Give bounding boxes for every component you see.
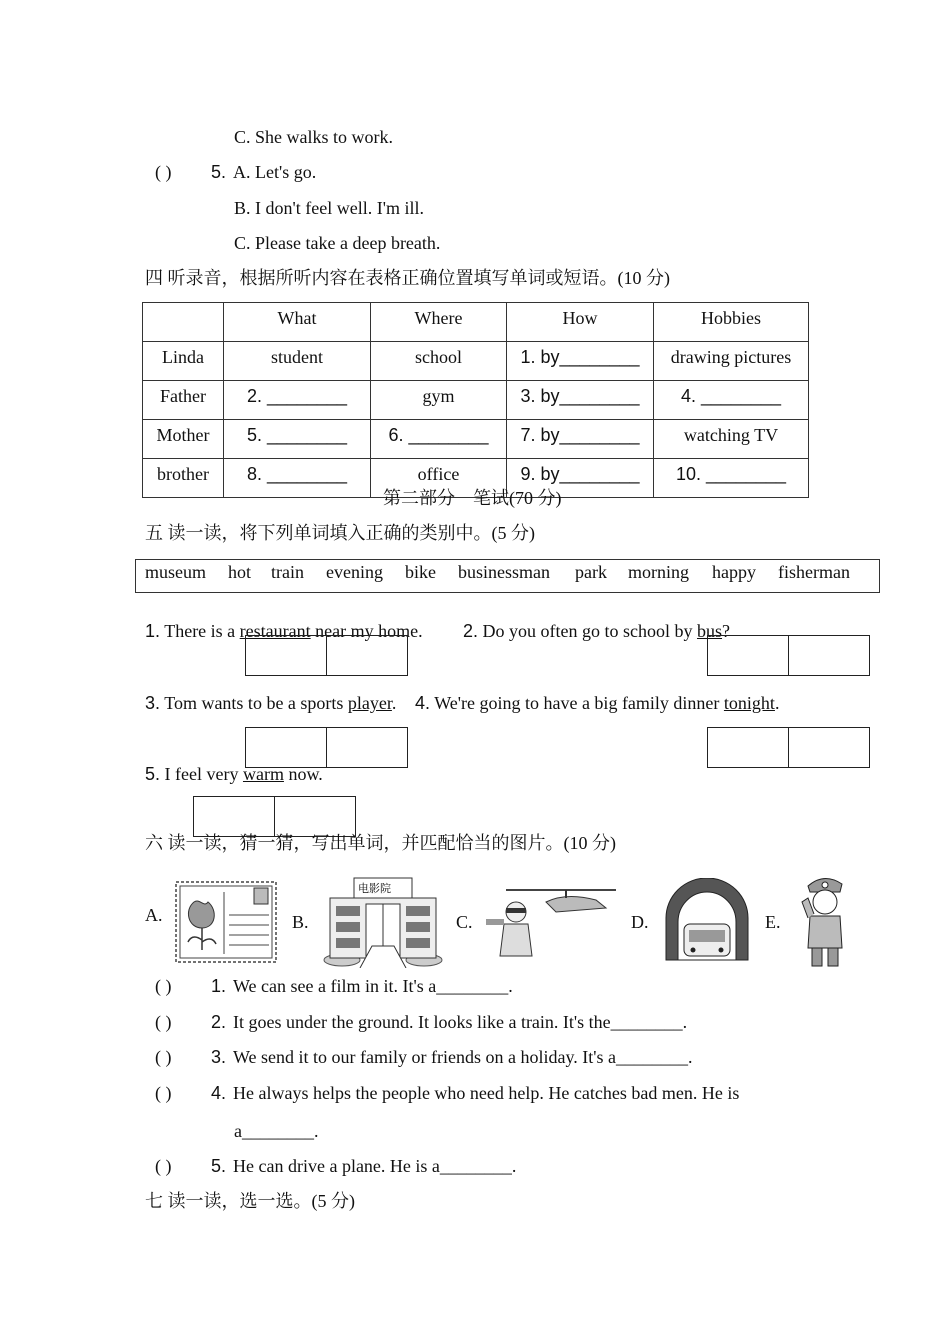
sec6-answer-paren-1[interactable]: ( ) [155, 976, 172, 996]
sec6-q2-number: 2. [211, 1012, 227, 1032]
table-header-row [143, 303, 809, 342]
q4-option-c: C. She walks to work. [234, 127, 393, 147]
section-6-title: 六 读一读，猜一猜，写出单词，并匹配恰当的图片。(10 分) [145, 833, 616, 853]
word-bank-item: train [271, 562, 304, 582]
sec6-question-4-cont: a________. [234, 1121, 319, 1141]
table-cell: brother [143, 459, 224, 498]
answer-box-2[interactable] [707, 635, 870, 676]
sec6-q5-number: 5. [211, 1156, 227, 1176]
section-4-title: 四 听录音，根据所听内容在表格正确位置填写单词或短语。(10 分) [145, 268, 670, 288]
sec5-question-2: 2. Do you often go to school by bus? [463, 621, 731, 641]
cinema-sign: 电影院 [358, 883, 391, 895]
postcard-icon [174, 880, 278, 964]
word-bank [135, 559, 880, 593]
part-2-title: 第二部分 笔试(70 分) [383, 488, 562, 508]
picture-label-b: B. [292, 912, 309, 932]
q5-answer-paren[interactable]: ( ) [155, 162, 172, 182]
table-header-cell: How [507, 303, 654, 342]
pilot-helicopter-icon [486, 882, 618, 966]
table-header-cell: Where [371, 303, 507, 342]
sec6-answer-paren-3[interactable]: ( ) [155, 1047, 172, 1067]
table-cell: Linda [143, 342, 224, 381]
answer-blank-3[interactable]: 3. by________ [507, 381, 654, 420]
q5-option-c: C. Please take a deep breath. [234, 233, 441, 253]
policeman-icon [800, 872, 848, 972]
word-bank-item: businessman [458, 562, 550, 582]
section-7-title: 七 读一读，选一选。(5 分) [145, 1191, 355, 1211]
table-header-cell: Hobbies [654, 303, 809, 342]
table-cell: Father [143, 381, 224, 420]
answer-blank-5[interactable]: 5. ________ [224, 420, 371, 459]
listening-table [142, 302, 809, 498]
answer-blank-8[interactable]: 8. ________ [224, 459, 371, 498]
table-row [143, 381, 809, 420]
table-row [143, 420, 809, 459]
table-cell: Mother [143, 420, 224, 459]
answer-box-1[interactable] [245, 635, 408, 676]
table-cell: student [224, 342, 371, 381]
sec6-answer-paren-2[interactable]: ( ) [155, 1012, 172, 1032]
sec6-answer-paren-5[interactable]: ( ) [155, 1156, 172, 1176]
sec6-question-3: We send it to our family or friends on a holiday. It's a________. [233, 1047, 693, 1067]
picture-label-a: A. [145, 905, 163, 925]
table-cell: office [371, 459, 507, 498]
sec6-q3-number: 3. [211, 1047, 227, 1067]
q5-option-a: A. Let's go. [233, 162, 317, 182]
picture-label-e: E. [765, 912, 781, 932]
table-cell: gym [371, 381, 507, 420]
sec6-q1-number: 1. [211, 976, 227, 996]
sec5-question-5: 5. I feel very warm now. [145, 764, 323, 784]
answer-box-3[interactable] [245, 727, 408, 768]
word-bank-item: happy [712, 562, 756, 582]
answer-box-4[interactable] [707, 727, 870, 768]
answer-blank-2[interactable]: 2. ________ [224, 381, 371, 420]
answer-box-5[interactable] [193, 796, 356, 837]
answer-blank-10[interactable]: 10. ________ [654, 459, 809, 498]
q5-number: 5. [211, 162, 227, 182]
sec6-question-1: We can see a film in it. It's a________. [233, 976, 513, 996]
picture-label-c: C. [456, 912, 473, 932]
word-bank-item: hot [228, 562, 252, 582]
table-row [143, 342, 809, 381]
table-header-cell [143, 303, 224, 342]
word-bank-item: park [575, 562, 607, 582]
picture-label-d: D. [631, 912, 649, 932]
sec6-question-5: He can drive a plane. He is a________. [233, 1156, 517, 1176]
table-cell: school [371, 342, 507, 381]
section-5-title: 五 读一读，将下列单词填入正确的类别中。(5 分) [145, 523, 535, 543]
sec6-answer-paren-4[interactable]: ( ) [155, 1083, 172, 1103]
sec6-question-4: He always helps the people who need help. He catches bad men. He is [233, 1083, 740, 1103]
answer-blank-6[interactable]: 6. ________ [371, 420, 507, 459]
sec5-question-4: 4. We're going to have a big family dinner tonight. [415, 693, 780, 713]
word-bank-item: museum [145, 562, 206, 582]
table-cell: drawing pictures [654, 342, 809, 381]
answer-blank-1[interactable]: 1. by________ [507, 342, 654, 381]
table-header-cell: What [224, 303, 371, 342]
word-bank-item: fisherman [778, 562, 850, 582]
answer-blank-4[interactable]: 4. ________ [654, 381, 809, 420]
answer-blank-7[interactable]: 7. by________ [507, 420, 654, 459]
sec5-question-3: 3. Tom wants to be a sports player. [145, 693, 397, 713]
q5-option-b: B. I don't feel well. I'm ill. [234, 198, 424, 218]
word-bank-item: morning [628, 562, 689, 582]
sec6-question-2: It goes under the ground. It looks like a train. It's the________. [233, 1012, 688, 1032]
table-cell: watching TV [654, 420, 809, 459]
word-bank-item: evening [326, 562, 383, 582]
answer-blank-9[interactable]: 9. by________ [507, 459, 654, 498]
sec6-q4-number: 4. [211, 1083, 227, 1103]
word-bank-item: bike [405, 562, 436, 582]
subway-tunnel-icon [664, 878, 750, 962]
sec5-question-1: 1. There is a restaurant near my home. [145, 621, 423, 641]
